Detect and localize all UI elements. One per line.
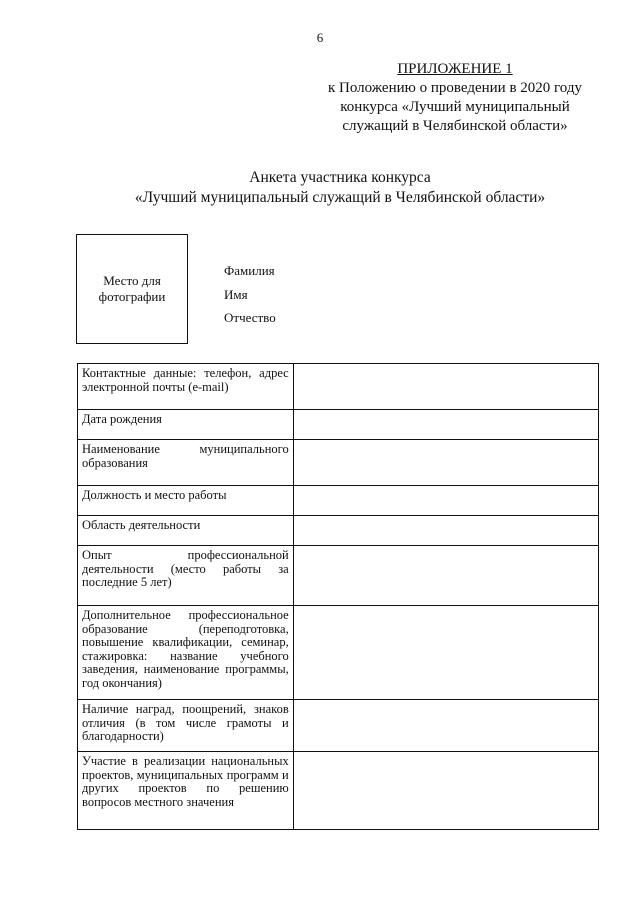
row-label: Опыт профессиональной деятельности (место работы за последние 5 лет) xyxy=(78,546,294,606)
form-title xyxy=(60,168,620,208)
photo-placeholder-box[interactable] xyxy=(76,234,188,344)
row-label: Контактные данные: телефон, адрес электронной почты (e-mail) xyxy=(78,364,294,410)
table-row xyxy=(78,546,599,606)
name-fields xyxy=(224,263,276,334)
appendix-line-2: конкурса «Лучший муниципальный xyxy=(340,99,570,115)
appendix-title: ПРИЛОЖЕНИЕ 1 xyxy=(397,61,513,77)
table-row xyxy=(78,516,599,546)
appendix-line-1: к Положению о проведении в 2020 году xyxy=(327,80,583,96)
row-label: Должность и место работы xyxy=(78,486,294,516)
row-label: Участие в реализации национальных проектов, муниципальных программ и других проектов по решению вопросов местного значения xyxy=(78,752,294,830)
form-title-line-1: Анкета участника конкурса xyxy=(249,169,431,186)
photo-placeholder-label: Место для фотографии xyxy=(98,273,166,304)
questionnaire-table xyxy=(77,363,599,830)
table-row xyxy=(78,410,599,440)
row-value-field[interactable] xyxy=(293,410,598,440)
row-value-field[interactable] xyxy=(293,516,598,546)
form-title-line-2: «Лучший муниципальный служащий в Челябинской области» xyxy=(134,189,546,206)
page-number: 6 xyxy=(316,30,324,45)
patronymic-field[interactable]: Отчество xyxy=(224,310,276,325)
row-label: Дата рождения xyxy=(78,410,294,440)
row-value-field[interactable] xyxy=(293,364,598,410)
surname-field[interactable]: Фамилия xyxy=(224,263,275,278)
first-name-field[interactable]: Имя xyxy=(224,286,248,302)
table-row xyxy=(78,700,599,752)
appendix-line-3: служащий в Челябинской области» xyxy=(342,118,568,134)
row-value-field[interactable] xyxy=(293,752,598,830)
table-row xyxy=(78,606,599,700)
row-value-field[interactable] xyxy=(293,440,598,486)
table-row xyxy=(78,486,599,516)
row-label: Дополнительное профессиональное образование (переподготовка, повышение квалификации, семинар, стажировка: название учебного заведения, наименование программы, год окончания) xyxy=(78,606,294,700)
row-value-field[interactable] xyxy=(293,606,598,700)
row-label: Наличие наград, поощрений, знаков отличия (в том числе грамоты и благодарности) xyxy=(78,700,294,752)
row-value-field[interactable] xyxy=(293,486,598,516)
table-row xyxy=(78,364,599,410)
row-label: Область деятельности xyxy=(78,516,294,546)
row-label: Наименование муниципального образования xyxy=(78,440,294,486)
table-row xyxy=(78,440,599,486)
row-value-field[interactable] xyxy=(293,546,598,606)
appendix-header xyxy=(300,60,610,136)
row-value-field[interactable] xyxy=(293,700,598,752)
table-row xyxy=(78,752,599,830)
